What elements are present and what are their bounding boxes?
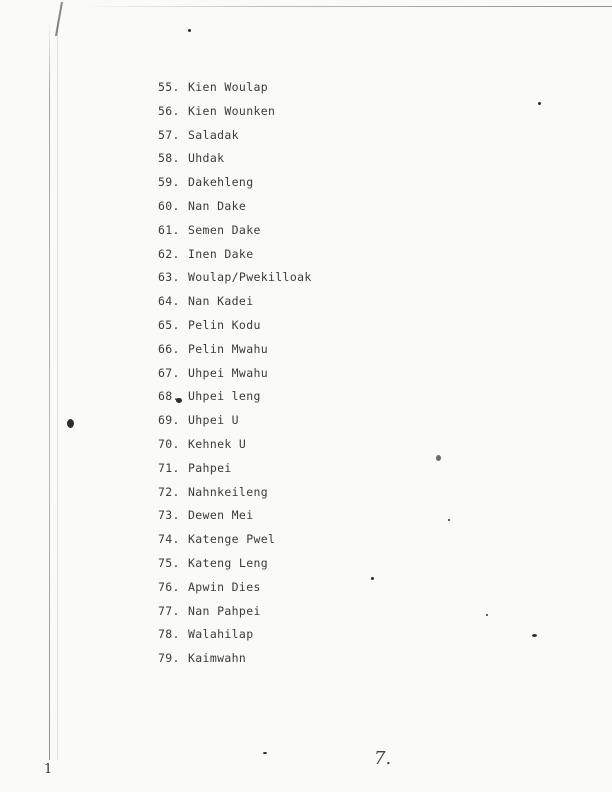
list-item xyxy=(158,223,312,247)
entry-name: Saladak xyxy=(188,127,239,142)
list-item xyxy=(158,413,312,437)
list-item xyxy=(158,151,312,175)
entry-number: 56. xyxy=(158,103,180,118)
list-item xyxy=(158,604,312,628)
list-item xyxy=(158,294,312,318)
entry-number: 55. xyxy=(158,80,180,94)
entry-number: 60. xyxy=(158,198,180,213)
entry-name: Kateng Leng xyxy=(188,555,269,570)
entry-name: Nan Kadei xyxy=(188,294,254,309)
page-number: 7. xyxy=(374,748,392,769)
list-item xyxy=(158,128,312,152)
entry-name: Nan Pahpei xyxy=(188,603,261,618)
scan-speck xyxy=(448,519,450,521)
entry-number: 77. xyxy=(158,603,180,618)
entry-number: 67. xyxy=(158,365,180,380)
list-item xyxy=(158,556,312,580)
entry-name: Kien Woulap xyxy=(188,80,269,94)
page-left-edge xyxy=(49,20,50,760)
list-item xyxy=(158,485,312,509)
entry-name: Dakehleng xyxy=(188,175,254,190)
entry-name: Nahnkeileng xyxy=(188,484,269,499)
entry-number: 62. xyxy=(158,246,180,261)
list-item xyxy=(158,508,312,532)
entry-name: Kehnek U xyxy=(188,436,247,451)
list-item xyxy=(158,461,312,485)
entry-number: 65. xyxy=(158,317,180,332)
corner-fold-mark xyxy=(55,2,77,36)
list-item xyxy=(158,389,312,413)
entry-name: Woulap/Pwekilloak xyxy=(188,270,312,285)
entry-number: 71. xyxy=(158,460,180,475)
entry-name: Walahilap xyxy=(188,627,254,642)
list-item xyxy=(158,80,312,104)
entry-number: 59. xyxy=(158,175,180,190)
entry-name: Uhpei leng xyxy=(188,389,261,404)
list-item xyxy=(158,104,312,128)
list-item xyxy=(158,651,312,675)
page-left-edge-inner xyxy=(57,20,58,760)
list-item xyxy=(158,532,312,556)
scan-speck xyxy=(188,29,191,32)
entry-name: Uhpei U xyxy=(188,413,239,428)
entry-number: 73. xyxy=(158,508,180,523)
list-item xyxy=(158,627,312,651)
entry-number: 78. xyxy=(158,627,180,642)
scan-speck xyxy=(486,614,488,616)
list-item xyxy=(158,318,312,342)
entry-name: Inen Dake xyxy=(188,246,254,261)
entry-name: Pelin Kodu xyxy=(188,317,261,332)
entry-number: 75. xyxy=(158,555,180,570)
scan-speck xyxy=(263,752,267,754)
margin-mark: 1 xyxy=(44,762,53,777)
entry-name: Kien Wounken xyxy=(188,103,276,118)
entry-name: Katenge Pwel xyxy=(188,532,276,547)
scan-speck xyxy=(67,419,74,428)
page-top-edge xyxy=(80,6,612,7)
entry-name: Uhdak xyxy=(188,151,225,166)
entry-number: 70. xyxy=(158,436,180,451)
entry-number: 57. xyxy=(158,127,180,142)
list-item xyxy=(158,175,312,199)
list-item xyxy=(158,366,312,390)
entry-number: 69. xyxy=(158,413,180,428)
entry-list xyxy=(158,80,312,675)
scan-speck xyxy=(436,455,441,461)
list-item xyxy=(158,342,312,366)
entry-number: 66. xyxy=(158,341,180,356)
list-item xyxy=(158,437,312,461)
entry-name: Kaimwahn xyxy=(188,651,247,666)
list-item xyxy=(158,580,312,604)
scan-speck xyxy=(371,577,374,580)
entry-number: 76. xyxy=(158,579,180,594)
list-item xyxy=(158,247,312,271)
entry-name: Uhpei Mwahu xyxy=(188,365,269,380)
entry-number: 61. xyxy=(158,222,180,237)
entry-number: 72. xyxy=(158,484,180,499)
entry-name: Nan Dake xyxy=(188,198,247,213)
entry-name: Dewen Mei xyxy=(188,508,254,523)
list-item xyxy=(158,199,312,223)
entry-name: Pelin Mwahu xyxy=(188,341,269,356)
entry-number: 64. xyxy=(158,294,180,309)
entry-name: Pahpei xyxy=(188,460,232,475)
scan-speck xyxy=(538,102,541,105)
entry-number: 63. xyxy=(158,270,180,285)
entry-number: 74. xyxy=(158,532,180,547)
scan-speck xyxy=(532,634,537,637)
entry-name: Semen Dake xyxy=(188,222,261,237)
entry-number: 79. xyxy=(158,651,180,666)
entry-name: Apwin Dies xyxy=(188,579,261,594)
list-item xyxy=(158,270,312,294)
entry-number: 68. xyxy=(158,389,180,404)
entry-number: 58. xyxy=(158,151,180,166)
